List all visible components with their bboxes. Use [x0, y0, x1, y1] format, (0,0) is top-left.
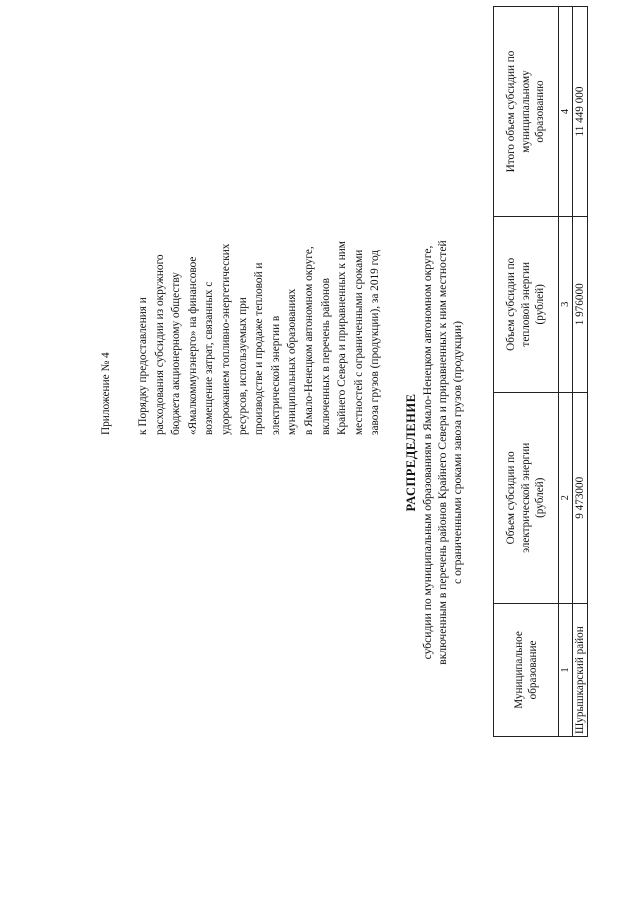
table-header-row — [494, 7, 559, 737]
annex-line: расходования субсидии из окружного — [153, 254, 166, 435]
column-number: 4 — [559, 7, 573, 217]
annex-line: местностей с ограниченными сроками — [352, 249, 365, 435]
document-subtitle — [420, 0, 465, 905]
annex-line: Крайнего Севера и приравненных к ним — [336, 241, 349, 435]
annex-line: производстве и продаже тепловой и — [253, 262, 266, 435]
subtitle-line: субсидии по муниципальным образованиям в Ямало-Ненецком автономном округе, — [421, 245, 434, 660]
annex-line: электрической энергии в — [269, 315, 282, 435]
header-municipality: Муниципальное образование — [494, 603, 559, 736]
cell-thermal: 1 976000 — [573, 216, 588, 392]
cell-electric: 9 473000 — [573, 392, 588, 603]
subtitle-line: включенным в перечень районов Крайнего Севера и приравненных к ним местностей — [436, 240, 449, 665]
annex-line: включенных в перечень районов — [319, 277, 332, 435]
annex-line: муниципальных образованиях — [286, 288, 299, 435]
annex-line: в Ямало-Ненецком автономном округе, — [302, 246, 315, 435]
subsidy-table — [493, 6, 588, 737]
column-number: 1 — [559, 603, 573, 736]
annex-line: удорожанием топливно-энергетических — [219, 243, 232, 435]
column-number-row — [559, 7, 573, 737]
header-electric: Объем субсидии по электрической энергии (рублей) — [494, 392, 559, 603]
annex-line: «Ямалкоммунэнерго» на финансовое — [186, 256, 199, 435]
annex-number: Приложение № 4 — [100, 352, 112, 435]
column-number: 2 — [559, 392, 573, 603]
annex-line: бюджета акционерному обществу — [170, 272, 183, 435]
cell-municipality: Шурышкарский район — [573, 603, 588, 736]
table-row — [573, 7, 588, 737]
header-total: Итого объем субсидии по муниципальному образованию — [494, 7, 559, 217]
annex-line: возмещение затрат, связанных с — [203, 281, 216, 435]
document-title: РАСПРЕДЕЛЕНИЕ — [404, 393, 418, 512]
annex-line: завоза грузов (продукции), за 2019 год — [369, 249, 382, 435]
annex-body — [135, 241, 384, 435]
cell-total: 11 449 000 — [573, 7, 588, 217]
annex-line: к Порядку предоставления и — [137, 297, 149, 435]
annex-line: ресурсов, используемых при — [236, 297, 249, 435]
subtitle-line: с ограниченными сроками завоза грузов (продукции) — [451, 321, 464, 584]
header-thermal: Объем субсидии по тепловой энергии (рублей) — [494, 216, 559, 392]
column-number: 3 — [559, 216, 573, 392]
